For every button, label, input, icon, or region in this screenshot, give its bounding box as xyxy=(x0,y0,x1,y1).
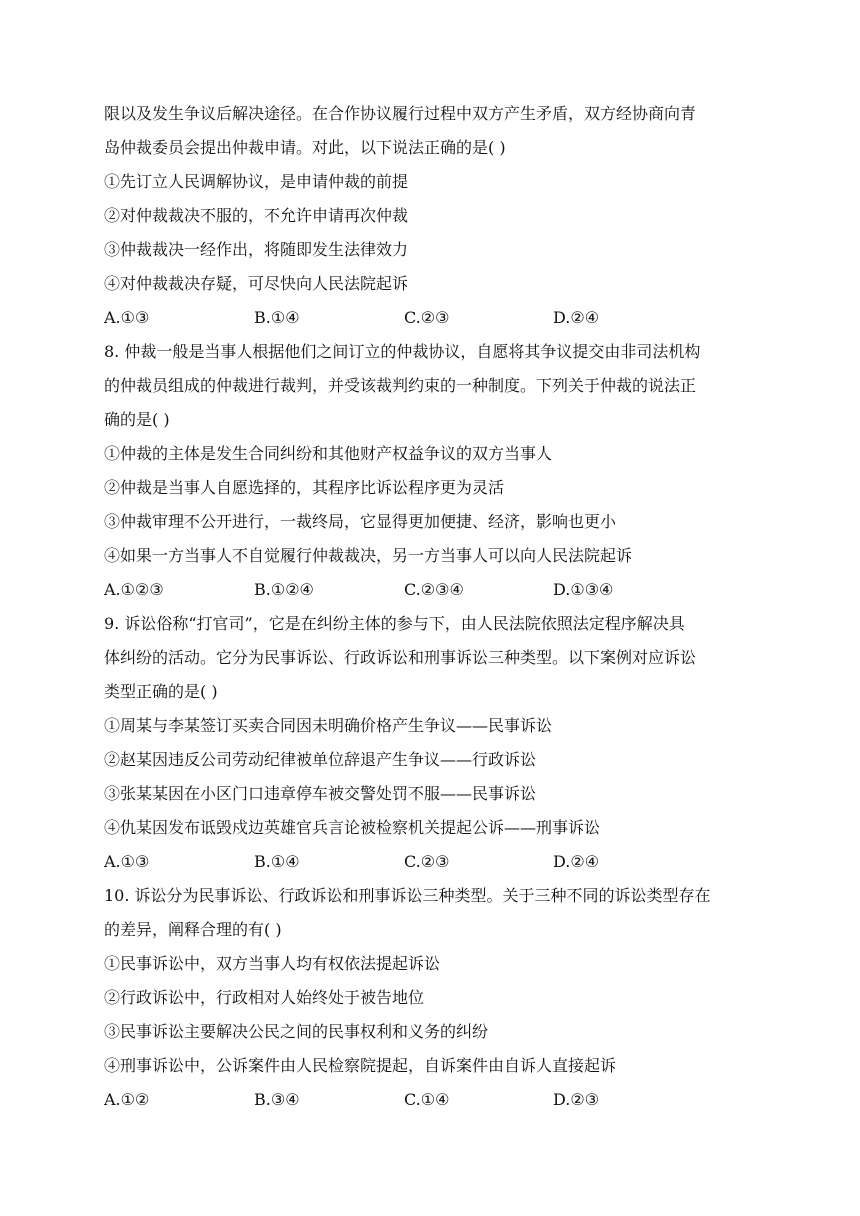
q7-option-a[interactable]: A.①③ xyxy=(104,308,150,327)
q8-item-4: ④如果一方当事人不自觉履行仲裁裁决，另一方当事人可以向人民法院起诉 xyxy=(104,546,633,565)
q8-option-a[interactable]: A.①②③ xyxy=(104,580,164,599)
q10-option-a[interactable]: A.①② xyxy=(104,1090,150,1109)
q7-options xyxy=(104,308,744,328)
q7-option-b[interactable]: B.①④ xyxy=(254,308,300,327)
q8-item-3: ③仲裁审理不公开进行，一裁终局，它显得更加便捷、经济，影响也更小 xyxy=(104,512,617,531)
q9-options xyxy=(104,852,744,872)
q8-option-c[interactable]: C.②③④ xyxy=(404,580,464,599)
q9-option-a[interactable]: A.①③ xyxy=(104,852,150,871)
q7-item-1: ①先订立人民调解协议，是申请仲裁的前提 xyxy=(104,172,409,191)
q9-option-c[interactable]: C.②③ xyxy=(404,852,450,871)
q9-item-1: ①周某与李某签订买卖合同因未明确价格产生争议——民事诉讼 xyxy=(104,716,553,735)
q9-option-d[interactable]: D.②④ xyxy=(553,852,600,871)
q7-item-4: ④对仲裁裁决存疑，可尽快向人民法院起诉 xyxy=(104,274,409,293)
q8-stem-line-2: 的仲裁员组成的仲裁进行裁判，并受该裁判约束的一种制度。下列关于仲裁的说法正 xyxy=(104,376,697,395)
q10-option-c[interactable]: C.①④ xyxy=(404,1090,450,1109)
q8-item-2: ②仲裁是当事人自愿选择的，其程序比诉讼程序更为灵活 xyxy=(104,478,505,497)
q9-item-3: ③张某某因在小区门口违章停车被交警处罚不服——民事诉讼 xyxy=(104,784,537,803)
q7-item-2: ②对仲裁裁决不服的，不允许申请再次仲裁 xyxy=(104,206,409,225)
q10-item-2: ②行政诉讼中，行政相对人始终处于被告地位 xyxy=(104,988,425,1007)
q8-stem-line-3: 确的是( ) xyxy=(104,410,170,429)
q10-item-3: ③民事诉讼主要解决公民之间的民事权利和义务的纠纷 xyxy=(104,1022,489,1041)
q8-options xyxy=(104,580,744,600)
q8-option-d[interactable]: D.①③④ xyxy=(553,580,614,599)
q7-stem-line-2: 岛仲裁委员会提出仲裁申请。对此，以下说法正确的是( ) xyxy=(104,138,506,157)
q10-option-b[interactable]: B.③④ xyxy=(254,1090,300,1109)
q8-option-b[interactable]: B.①②④ xyxy=(254,580,314,599)
q9-option-b[interactable]: B.①④ xyxy=(254,852,300,871)
q7-stem-line-1: 限以及发生争议后解决途径。在合作协议履行过程中双方产生矛盾，双方经协商向青 xyxy=(104,104,697,123)
q7-option-c[interactable]: C.②③ xyxy=(404,308,450,327)
q10-option-d[interactable]: D.②③ xyxy=(553,1090,600,1109)
q9-stem-line-1: 9. 诉讼俗称“打官司”，它是在纠纷主体的参与下，由人民法院依照法定程序解决具 xyxy=(104,614,685,633)
q9-stem-line-2: 体纠纷的活动。它分为民事诉讼、行政诉讼和刑事诉讼三种类型。以下案例对应诉讼 xyxy=(104,648,697,667)
q7-option-d[interactable]: D.②④ xyxy=(553,308,600,327)
q10-item-1: ①民事诉讼中，双方当事人均有权依法提起诉讼 xyxy=(104,954,441,973)
q9-stem-line-3: 类型正确的是( ) xyxy=(104,682,218,701)
q7-item-3: ③仲裁裁决一经作出，将随即发生法律效力 xyxy=(104,240,409,259)
q8-stem-line-1: 8. 仲裁一般是当事人根据他们之间订立的仲裁协议，自愿将其争议提交由非司法机构 xyxy=(104,342,701,361)
q10-stem-line-2: 的差异，阐释合理的有( ) xyxy=(104,920,282,939)
q8-item-1: ①仲裁的主体是发生合同纠纷和其他财产权益争议的双方当事人 xyxy=(104,444,553,463)
q9-item-4: ④仇某因发布诋毁戍边英雄官兵言论被检察机关提起公诉——刑事诉讼 xyxy=(104,818,601,837)
q10-item-4: ④刑事诉讼中，公诉案件由人民检察院提起，自诉案件由自诉人直接起诉 xyxy=(104,1056,617,1075)
q10-options xyxy=(104,1090,744,1110)
q9-item-2: ②赵某因违反公司劳动纪律被单位辞退产生争议——行政诉讼 xyxy=(104,750,537,769)
q10-stem-line-1: 10. 诉讼分为民事诉讼、行政诉讼和刑事诉讼三种类型。关于三种不同的诉讼类型存在 xyxy=(104,886,711,905)
